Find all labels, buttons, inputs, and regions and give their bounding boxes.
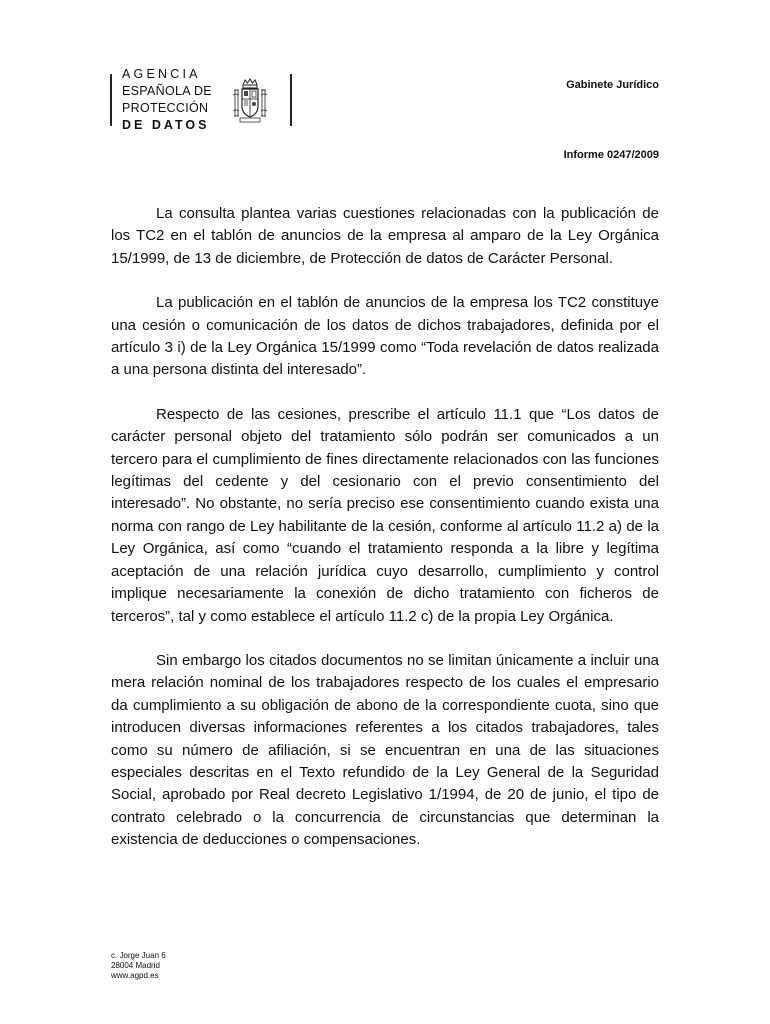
paragraph: La publicación en el tablón de anuncios de la empresa los TC2 constituye una cesión o comunicación de los datos de dichos trabajadores, definida por el artículo 3 i) de la Ley Orgánica 15/1999 como “Toda revelación de datos realizada a una persona distinta del interesado”. [111,294,659,379]
report-number: Informe 0247/2009 [563,149,659,161]
logo-divider-right [290,74,292,126]
logo-line-3: PROTECCIÓN [122,101,209,115]
logo-line-4: DE DATOS [122,118,210,132]
document-body [111,203,659,874]
logo-wordmark [122,66,232,134]
address-street: c. Jorge Juan 6 [111,951,166,960]
logo-line-1: AGENCIA [122,67,201,81]
spanish-coat-of-arms-icon [232,78,268,126]
logo-divider-left [110,74,112,126]
paragraph: Respecto de las cesiones, prescribe el artículo 11.1 que “Los datos de carácter personal objeto del tratamiento sólo podrán ser comunicados a un tercero para el cumplimiento de fines directamente relacionados con las funciones legítimas del cedente y del cesionario con el previo consentimiento del interesado”. No obstante, no sería preciso ese consentimiento cuando exista una norma con rango de Ley habilitante de la cesión, conforme al artículo 11.2 a) de la Ley Orgánica, así como “cuando el tratamiento responda a la libre y legítima aceptación de una relación jurídica cuyo desarrollo, cumplimiento y control implique necesariamente la conexión de dicho tratamiento con ficheros de terceros”, tal y como establece el artículo 11.2 c) de la propia Ley Orgánica. [111,405,659,625]
address-city: 28004 Madrid [111,961,160,970]
paragraph: Sin embargo los citados documentos no se limitan únicamente a incluir una mera relación nominal de los trabajadores respecto de los cuales el empresario da cumplimiento a su obligación de abono de la correspondiente cuota, sino que introducen diversas informaciones referentes a los citados trabajadores, tales como su número de afiliación, si se encuentran en una de las situaciones especiales descritas en el Texto refundido de la Ley General de la Seguridad Social, aprobado por Real decreto Legislativo 1/1994, de 20 de junio, el tipo de contrato celebrado o la concurrencia de circunstancias que determinan la existencia de deducciones o compensaciones. [111,651,659,849]
paragraph: La consulta plantea varias cuestiones relacionadas con la publicación de los TC2 en el tablón de anuncios de la empresa al amparo de la Ley Orgánica 15/1999, de 13 de diciembre, de Protección de datos de Carácter Personal. [111,205,659,267]
logo-line-2: ESPAÑOLA DE [122,84,212,98]
website-link: www.agpd.es [111,971,159,980]
footer-address [111,951,166,981]
department-label: Gabinete Jurídico [566,79,659,91]
